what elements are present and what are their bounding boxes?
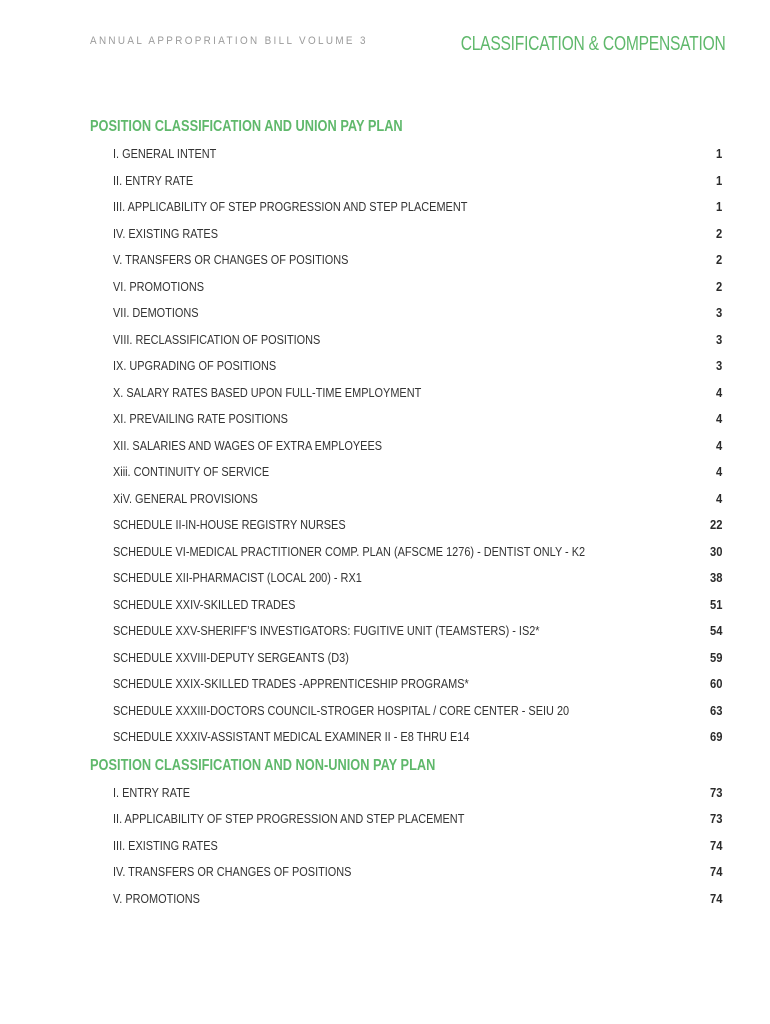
toc-entry-title: IV. EXISTING RATES: [113, 225, 218, 241]
toc-entry-title: X. SALARY RATES BASED UPON FULL-TIME EMPLOYMENT: [113, 384, 422, 400]
toc-entry-page-number: 74: [709, 890, 722, 906]
table-of-contents: [90, 112, 724, 912]
toc-entry-page-number: 2: [715, 252, 722, 267]
toc-entry-title: SCHEDULE XXIX-SKILLED TRADES -APPRENTICESHIP PROGRAMS*: [113, 676, 469, 691]
toc-section-heading: POSITION CLASSIFICATION AND NON-UNION PAY PLAN: [90, 756, 436, 774]
toc-entry[interactable]: [90, 327, 724, 354]
toc-entry-title: V. TRANSFERS OR CHANGES OF POSITIONS: [113, 252, 349, 267]
toc-entry[interactable]: [90, 247, 724, 274]
toc-entry[interactable]: [90, 459, 724, 486]
toc-entry[interactable]: [90, 486, 724, 513]
toc-entry[interactable]: [90, 565, 724, 592]
toc-entry-page-number: 60: [709, 676, 722, 691]
toc-entry-title: I. GENERAL INTENT: [113, 146, 217, 161]
toc-entry-title: SCHEDULE XXXIV-ASSISTANT MEDICAL EXAMINER II - E8 THRU E14: [113, 729, 470, 744]
toc-entry-page-number: 63: [709, 702, 722, 718]
toc-entry[interactable]: [90, 806, 724, 833]
toc-entry-page-number: 2: [715, 225, 722, 241]
toc-entry-title: XiV. GENERAL PROVISIONS: [113, 490, 258, 506]
toc-entry-page-number: 4: [715, 490, 722, 506]
toc-entry-title: V. PROMOTIONS: [113, 890, 200, 906]
toc-entry-page-number: 22: [709, 517, 722, 532]
toc-section: [90, 751, 724, 913]
toc-entry[interactable]: [90, 698, 724, 725]
toc-entry-page-number: 74: [709, 864, 722, 879]
toc-entry[interactable]: [90, 833, 724, 860]
toc-entry[interactable]: [90, 618, 724, 645]
toc-entry-title: VIII. RECLASSIFICATION OF POSITIONS: [113, 331, 321, 347]
toc-entry[interactable]: [90, 406, 724, 433]
toc-entry[interactable]: [90, 724, 724, 751]
toc-entry-page-number: 69: [709, 729, 722, 744]
toc-entry-page-number: 4: [715, 437, 722, 453]
toc-entry[interactable]: [90, 539, 724, 566]
toc-entry[interactable]: [90, 433, 724, 460]
toc-entry-title: SCHEDULE XXIV-SKILLED TRADES: [113, 596, 296, 612]
toc-entry-page-number: 74: [709, 837, 722, 853]
section-title: CLASSIFICATION & COMPENSATION: [460, 33, 725, 55]
toc-entry-title: IX. UPGRADING OF POSITIONS: [113, 358, 277, 373]
toc-entry-page-number: 3: [715, 358, 722, 373]
toc-entry-title: III. EXISTING RATES: [113, 837, 218, 853]
toc-entry[interactable]: [90, 671, 724, 698]
toc-entry-list: [90, 141, 724, 751]
toc-entry-title: XII. SALARIES AND WAGES OF EXTRA EMPLOYEES: [113, 437, 383, 453]
toc-entry-title: Xiii. CONTINUITY OF SERVICE: [113, 464, 270, 479]
toc-entry[interactable]: [90, 512, 724, 539]
toc-entry-title: SCHEDULE XXXIII-DOCTORS COUNCIL-STROGER HOSPITAL / CORE CENTER - SEIU 20: [113, 702, 570, 718]
toc-entry-page-number: 38: [709, 570, 722, 585]
toc-entry-page-number: 1: [715, 199, 722, 214]
toc-entry[interactable]: [90, 300, 724, 327]
toc-entry-title: XI. PREVAILING RATE POSITIONS: [113, 411, 288, 426]
toc-entry-title: IV. TRANSFERS OR CHANGES OF POSITIONS: [113, 864, 352, 879]
toc-entry-page-number: 73: [709, 784, 722, 800]
toc-entry-title: SCHEDULE VI-MEDICAL PRACTITIONER COMP. PLAN (AFSCME 1276) - DENTIST ONLY - K2: [113, 543, 586, 559]
toc-entry[interactable]: [90, 194, 724, 221]
toc-entry-page-number: 4: [715, 464, 722, 479]
page-header: [0, 0, 770, 70]
toc-entry-title: III. APPLICABILITY OF STEP PROGRESSION AND STEP PLACEMENT: [113, 199, 468, 214]
toc-entry-title: I. ENTRY RATE: [113, 784, 191, 800]
toc-entry[interactable]: [90, 886, 724, 913]
toc-entry-page-number: 59: [709, 649, 722, 665]
toc-entry[interactable]: [90, 380, 724, 407]
toc-entry[interactable]: [90, 645, 724, 672]
toc-entry-page-number: 51: [709, 596, 722, 612]
toc-entry-page-number: 4: [715, 411, 722, 426]
toc-entry-title: SCHEDULE XXV-SHERIFF’S INVESTIGATORS: FUGITIVE UNIT (TEAMSTERS) - IS2*: [113, 623, 540, 638]
toc-entry-page-number: 2: [715, 278, 722, 294]
toc-entry[interactable]: [90, 168, 724, 195]
toc-entry[interactable]: [90, 353, 724, 380]
toc-entry[interactable]: [90, 274, 724, 301]
toc-entry-page-number: 30: [709, 543, 722, 559]
toc-entry-title: II. ENTRY RATE: [113, 172, 194, 188]
toc-entry-page-number: 73: [709, 811, 722, 826]
toc-entry[interactable]: [90, 141, 724, 168]
toc-entry[interactable]: [90, 592, 724, 619]
toc-entry-page-number: 3: [715, 331, 722, 347]
toc-entry[interactable]: [90, 780, 724, 807]
toc-entry-page-number: 1: [715, 172, 722, 188]
toc-entry-page-number: 4: [715, 384, 722, 400]
toc-entry-title: II. APPLICABILITY OF STEP PROGRESSION AND STEP PLACEMENT: [113, 811, 465, 826]
toc-entry-title: VII. DEMOTIONS: [113, 305, 199, 320]
toc-entry-list: [90, 780, 724, 913]
toc-section-heading: POSITION CLASSIFICATION AND UNION PAY PLAN: [90, 118, 403, 135]
toc-entry-page-number: 1: [715, 146, 722, 161]
document-title: ANNUAL APPROPRIATION BILL VOLUME 3: [90, 35, 368, 47]
toc-entry-title: SCHEDULE II-IN-HOUSE REGISTRY NURSES: [113, 517, 346, 532]
toc-entry-page-number: 54: [709, 623, 722, 638]
toc-entry-title: VI. PROMOTIONS: [113, 278, 205, 294]
toc-entry[interactable]: [90, 221, 724, 248]
toc-entry-title: SCHEDULE XXVIII-DEPUTY SERGEANTS (D3): [113, 649, 349, 665]
toc-section: [90, 112, 724, 751]
toc-entry-page-number: 3: [715, 305, 722, 320]
toc-entry[interactable]: [90, 859, 724, 886]
toc-entry-title: SCHEDULE XII-PHARMACIST (LOCAL 200) - RX1: [113, 570, 362, 585]
